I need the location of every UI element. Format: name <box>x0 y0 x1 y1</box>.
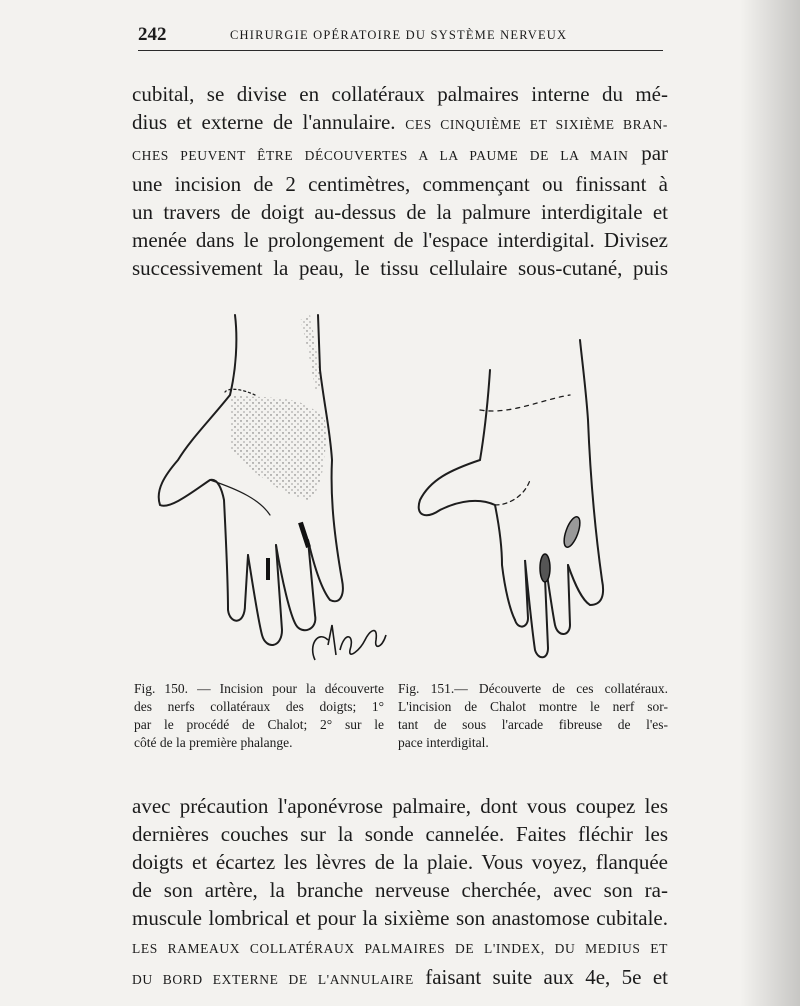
caption-line: par le procédé de Chalot; 2° sur le <box>134 717 384 732</box>
text-line: de son artère, la branche nerveuse cherchée, avec son ra- <box>132 878 668 902</box>
page-edge-shadow <box>740 0 800 1006</box>
caption-line: des nerfs collatéraux des doigts; 1° <box>134 699 384 714</box>
caption-line: côté de la première phalange. <box>134 735 293 750</box>
text-line: dius et externe de l'annulaire. CES CINQUIÈME ET SIXIÈME BRAN- <box>132 110 669 134</box>
caption-line: Fig. 151.— Découverte de ces collatéraux. <box>398 681 668 696</box>
text-line: menée dans le prolongement de l'espace interdigital. Divisez <box>132 228 668 252</box>
nerf-collateral-left <box>540 554 550 582</box>
hand-illustrations <box>150 300 680 680</box>
nerf-collateral-right <box>561 515 583 549</box>
caption-line: L'incision de Chalot montre le nerf sor- <box>398 699 668 714</box>
paragraph-bottom <box>132 792 668 994</box>
running-title: CHIRURGIE OPÉRATOIRE DU SYSTÈME NERVEUX <box>230 28 568 42</box>
page-header <box>138 24 663 51</box>
text-line: successivement la peau, le tissu cellulaire sous-cutané, puis <box>132 256 668 280</box>
caption-line: pace interdigital. <box>398 735 489 750</box>
text-line: une incision de 2 centimètres, commençant ou finissant à <box>132 172 668 196</box>
text-line: CHES PEUVENT ÊTRE DÉCOUVERTES A LA PAUME DE LA MAIN par <box>132 141 669 165</box>
text-line: DU BORD EXTERNE DE L'ANNULAIRE faisant suite aux 4e, 5e et <box>132 965 668 989</box>
page-number: 242 <box>138 24 167 45</box>
incision-mark-2 <box>266 558 270 580</box>
text-line: muscule lombrical et pour la sixième son anastomose cubitale. <box>132 906 668 930</box>
figure-area <box>150 300 680 680</box>
caption-line: tant de sous l'arcade fibreuse de l'es- <box>398 717 668 732</box>
right-hand-illustration <box>419 340 603 657</box>
text-line: avec précaution l'aponévrose palmaire, dont vous coupez les <box>132 794 668 818</box>
text-line: doigts et écartez les lèvres de la plaie. Vous voyez, flanquée <box>132 850 668 874</box>
paragraph-top <box>132 80 668 282</box>
text-line: dernières couches sur la sonde cannelée. Faites fléchir les <box>132 822 668 846</box>
stippled-palm-shading <box>230 395 326 500</box>
figure-150-caption <box>134 680 384 752</box>
artist-signature-mark <box>313 625 386 660</box>
text-line: cubital, se divise en collatéraux palmaires interne du mé- <box>132 82 668 106</box>
text-line: LES RAMEAUX COLLATÉRAUX PALMAIRES DE L'INDEX, DU MEDIUS ET <box>132 941 668 956</box>
incision-mark-1 <box>298 522 311 548</box>
text-line: un travers de doigt au-dessus de la palmure interdigitale et <box>132 200 668 224</box>
figure-151-caption <box>398 680 668 752</box>
caption-line: Fig. 150. — Incision pour la découverte <box>134 681 384 696</box>
